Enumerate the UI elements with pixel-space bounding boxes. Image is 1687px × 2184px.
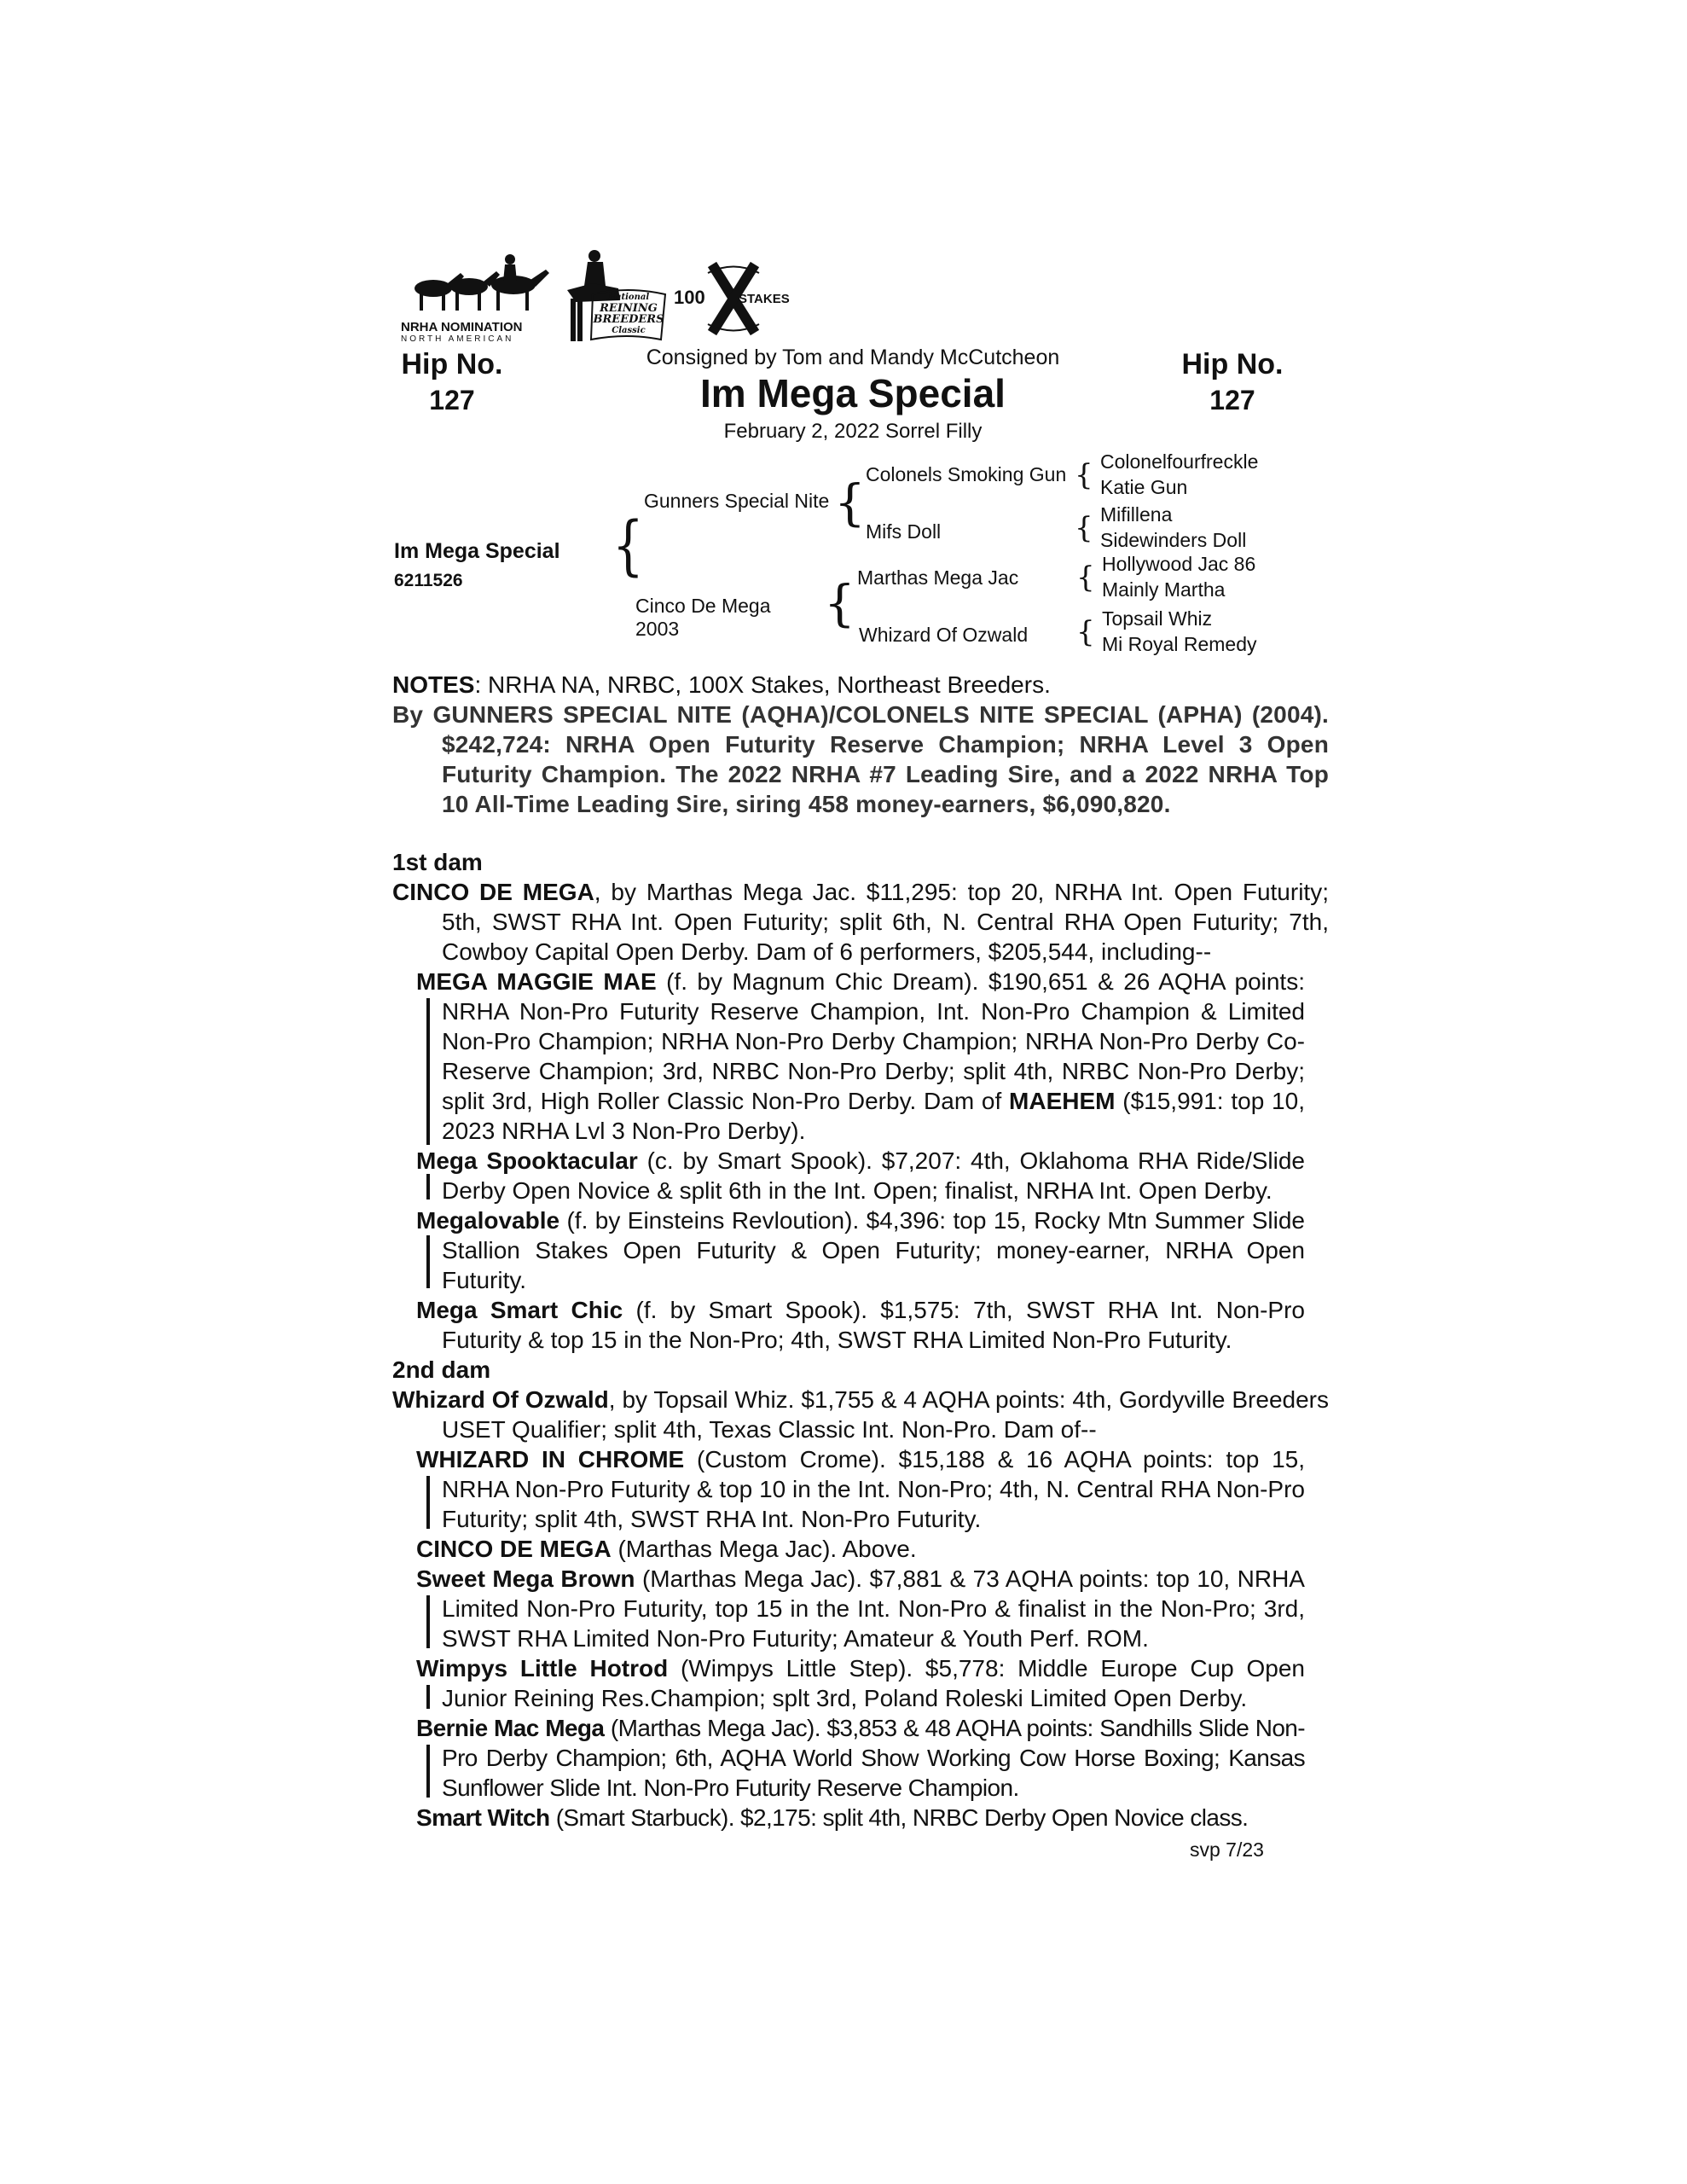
second-dam-heading: 2nd dam (392, 1356, 491, 1383)
produce-1-name: MEGA MAGGIE MAE (416, 968, 657, 995)
notes-text: : NRHA NA, NRBC, 100X Stakes, Northeast Breeders. (474, 671, 1051, 698)
produce-3-text: (f. by Einsteins Revloution). $4,396: top 15, Rocky Mtn Summer Slide Stallion Stakes Open Futurity & Open Futurity; money-earner, NRHA Open Futurity. (442, 1207, 1305, 1293)
sd-produce-3-entry (416, 1564, 1305, 1653)
sd-produce-5-name: Bernie Mac Mega (416, 1715, 605, 1741)
second-dam-entry (392, 1385, 1329, 1444)
pedigree-ddd: Mi Royal Remedy (1102, 633, 1257, 655)
first-dam-name: CINCO DE MEGA (392, 879, 594, 905)
sire-description: By GUNNERS SPECIAL NITE (AQHA)/COLONELS NITE SPECIAL (APHA) (2004). $242,724: NRHA Open Futurity Reserve Champion; NRHA Level 3 Open Futurity Champion. The 2022 NRHA #7 Leading Sire, and a 2022 NRHA Top 10 All-Time Leading Sire, siring 458 money-earners, $6,090,820. (392, 701, 1329, 817)
produce-1-entry (416, 967, 1305, 1146)
second-dam-text: , by Topsail Whiz. $1,755 & 4 AQHA points: 4th, Gordyville Breeders USET Qualifier; split 4th, Texas Classic Int. Non-Pro. Dam of-- (442, 1386, 1329, 1443)
pedigree-registration: 6211526 (394, 571, 463, 590)
pedigree-dam-sire: Marthas Mega Jac (857, 566, 1019, 589)
pedigree-brace-sire: { (834, 473, 866, 531)
second-dam-name: Whizard Of Ozwald (392, 1386, 609, 1413)
produce-3-entry (416, 1205, 1305, 1295)
sd-produce-2-name: CINCO DE MEGA (416, 1536, 612, 1562)
sd-produce-2-text: (Marthas Mega Jac). Above. (611, 1536, 917, 1562)
pedigree-brace-dd: { (1076, 615, 1095, 649)
nrbc-logo-line3: BREEDERS (593, 313, 664, 326)
produce-4-name: Mega Smart Chic (416, 1297, 623, 1323)
pedigree-dam-dam: Whizard Of Ozwald (859, 624, 1029, 646)
produce-4-text: (f. by Smart Spook). $1,575: 7th, SWST RHA Int. Non-Pro Futurity & top 15 in the Non-Pro; 4th, SWST RHA Limited Non-Pro Futurity. (442, 1297, 1305, 1353)
pedigree-dam: Cinco De Mega (635, 595, 771, 617)
notes-line (392, 670, 1296, 700)
pedigree-brace-sd: { (1075, 511, 1093, 545)
sd-produce-6-entry (416, 1803, 1305, 1833)
pedigree-sire-sire: Colonels Smoking Gun (866, 463, 1067, 485)
nrbc-logo-line1: National (607, 293, 650, 302)
sd-produce-5-entry (416, 1713, 1305, 1803)
nrbc-logo-line2: REINING (600, 302, 658, 315)
sd-produce-4-entry (416, 1653, 1305, 1713)
produce-1-text2: ($15,991: top 10, 2023 NRHA Lvl 3 Non-Pro Derby). (442, 1088, 1305, 1144)
sd-produce-1-name: WHIZARD IN CHROME (416, 1446, 685, 1472)
x100-logo-number: 100 (674, 287, 705, 308)
pedigree-brace-main: { (612, 507, 644, 584)
pedigree-dam-year: 2003 (635, 618, 680, 640)
x100-stakes-logo (674, 256, 793, 341)
nrha-logo-line1: NRHA NOMINATION (401, 320, 523, 334)
footer-code: svp 7/23 (1190, 1838, 1264, 1861)
sd-produce-5-text: (Marthas Mega Jac). $3,853 & 48 AQHA points: Sandhills Slide Non-Pro Derby Champion; 6th, AQHA World Show Working Cow Horse Boxing; Kansas Sunflower Slide Int. Non-Pro Futurity Reserve Champion. (442, 1715, 1305, 1801)
produce-3-name: Megalovable (416, 1207, 560, 1234)
pedigree-sire-dam: Mifs Doll (866, 520, 942, 543)
hip-number-left: 127 (429, 385, 475, 415)
pedigree-dsd: Mainly Martha (1102, 578, 1226, 601)
hip-number-right: 127 (1209, 385, 1255, 415)
produce-2-entry (416, 1146, 1305, 1205)
sd-produce-3-text: (Marthas Mega Jac). $7,881 & 73 AQHA points: top 10, NRHA Limited Non-Pro Futurity, top 15 in the Int. Non-Pro & finalist in the Non-Pro; 3rd, SWST RHA Limited Non-Pro Futurity; Amateur & Youth Perf. ROM. (442, 1565, 1305, 1652)
pedigree-sds: Mifillena (1100, 503, 1173, 526)
sd-produce-1-entry (416, 1444, 1305, 1534)
first-dam-entry (392, 877, 1329, 967)
first-dam-heading: 1st dam (392, 849, 483, 875)
first-dam-text: , by Marthas Mega Jac. $11,295: top 20, NRHA Int. Open Futurity; 5th, SWST RHA Int. Open Futurity; split 6th, N. Central RHA Open Futurity; 7th, Cowboy Capital Open Derby. Dam of 6 performers, $205,544, including-- (442, 879, 1329, 965)
nrha-nomination-logo (401, 247, 554, 346)
hip-label-left: Hip No. (401, 348, 503, 380)
pedigree-dss: Hollywood Jac 86 (1102, 553, 1256, 575)
nrbc-logo (559, 247, 670, 346)
pedigree-brace-dam: { (824, 574, 855, 632)
sd-produce-2-entry (416, 1534, 1305, 1564)
pedigree-sire: Gunners Special Nite (644, 490, 830, 512)
horse-name-title: Im Mega Special (700, 371, 1006, 415)
pedigree-dds: Topsail Whiz (1102, 607, 1213, 630)
notes-label: NOTES (392, 671, 475, 698)
produce-2-text: (c. by Smart Spook). $7,207: 4th, Oklahoma RHA Ride/Slide Derby Open Novice & split 6th in the Int. Open; finalist, NRHA Int. Open Derby. (442, 1147, 1305, 1204)
produce-2-name: Mega Spooktacular (416, 1147, 638, 1174)
pedigree-ssd: Katie Gun (1100, 476, 1188, 498)
produce-1-name2: MAEHEM (1009, 1088, 1116, 1114)
x100-logo-label: STAKES (739, 292, 790, 306)
pedigree-subject: Im Mega Special (394, 539, 560, 563)
horses-icon (401, 247, 554, 316)
produce-4-entry (416, 1295, 1305, 1355)
foaling-info: February 2, 2022 Sorrel Filly (723, 420, 983, 443)
sd-produce-3-name: Sweet Mega Brown (416, 1565, 635, 1592)
nrbc-logo-line4: Classic (612, 326, 646, 335)
sd-produce-6-name: Smart Witch (416, 1804, 550, 1831)
consigned-by: Consigned by Tom and Mandy McCutcheon (646, 346, 1060, 369)
sd-produce-6-text: (Smart Starbuck). $2,175: split 4th, NRBC Derby Open Novice class. (549, 1804, 1249, 1831)
nrha-logo-line2: NORTH AMERICAN (401, 334, 514, 344)
pedigree-sss: Colonelfourfreckle (1100, 450, 1259, 473)
hip-label-right: Hip No. (1181, 348, 1284, 380)
sd-produce-1-text: (Custom Crome). $15,188 & 16 AQHA points: top 15, NRHA Non-Pro Futurity & top 10 in the Int. Non-Pro; 4th, N. Central RHA Non-Pro Futurity; split 4th, SWST RHA Int. Non-Pro Futurity. (442, 1446, 1306, 1532)
pedigree-sdd: Sidewinders Doll (1100, 529, 1247, 551)
produce-1-text: (f. by Magnum Chic Dream). $190,651 & 26 AQHA points: NRHA Non-Pro Futurity Reserve Champion, Int. Non-Pro Champion & Limited Non-Pro Champion; NRHA Non-Pro Derby Champion; NRHA Non-Pro Derby Co-Reserve Champion; 3rd, NRBC Non-Pro Derby; split 4th, NRBC Non-Pro Derby; split 3rd, High Roller Classic Non-Pro Derby. Dam of (442, 968, 1305, 1114)
sd-produce-4-name: Wimpys Little Hotrod (416, 1655, 669, 1682)
sd-produce-4-text: (Wimpys Little Step). $5,778: Middle Europe Cup Open Junior Reining Res.Champion; splt 3rd, Poland Roleski Limited Open Derby. (442, 1655, 1305, 1711)
pedigree-brace-ss: { (1075, 458, 1093, 492)
pedigree-brace-ds: { (1076, 561, 1095, 595)
